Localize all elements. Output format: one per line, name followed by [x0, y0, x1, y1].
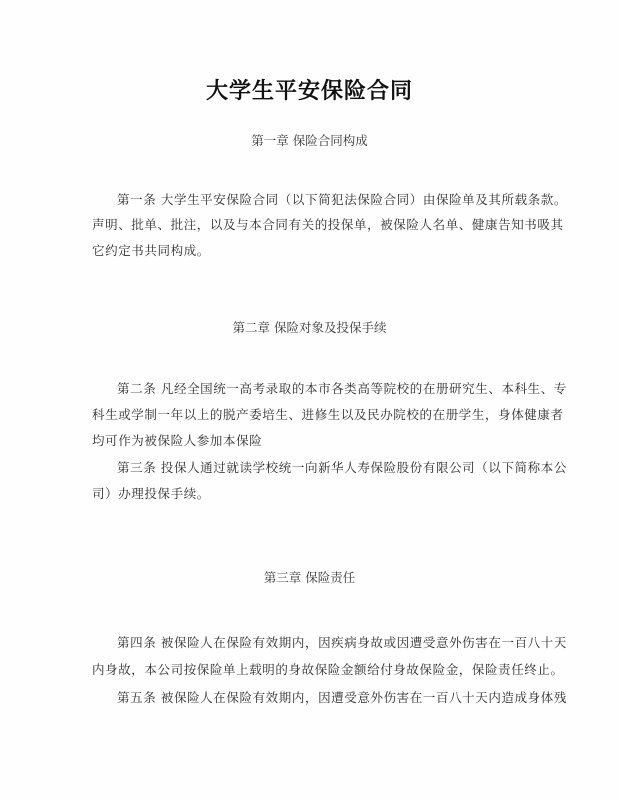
chapter-heading-3: 第三章 保险责任 [263, 570, 356, 585]
article-2-line-2: 科生或学制一年以上的脱产委培生、进修生以及民办院校的在册学生，身体健康者 [92, 407, 564, 422]
article-1-line-2: 声明、批单、批注，以及与本合同有关的投保单，被保险人名单、健康告知书吸其 [92, 217, 564, 232]
document-title: 大学生平安保险合同 [205, 79, 413, 104]
chapter-heading-1: 第一章 保险合同构成 [251, 133, 368, 148]
article-5-line-1: 第五条 被保险人在保险有效期内，因遭受意外伤害在一百八十天内造成身体残 [117, 690, 567, 705]
article-3-line-2: 司）办理投保手续。 [92, 486, 210, 501]
article-3-line-1: 第三条 投保人通过就读学校统一向新华人寿保险股份有限公司（以下简称本公 [117, 460, 567, 475]
article-4-line-1: 第四条 被保险人在保险有效期内，因疾病身故或因遭受意外伤害在一百八十天 [117, 635, 567, 650]
article-4-line-2: 内身故，本公司按保险单上载明的身故保险金额给付身故保险金，保险责任终止。 [92, 662, 564, 677]
article-2-line-3: 均可作为被保险人参加本保险 [92, 433, 263, 448]
chapter-heading-2: 第二章 保险对象及投保手续 [232, 320, 387, 335]
article-1-line-1: 第一条 大学生平安保险合同（以下简犯法保险合同）由保险单及其所载条款。 [117, 192, 567, 207]
article-1-line-3: 它约定书共同构成。 [92, 243, 210, 258]
article-2-line-1: 第二条 凡经全国统一高考录取的本市各类高等院校的在册研究生、本科生、专 [117, 381, 567, 396]
